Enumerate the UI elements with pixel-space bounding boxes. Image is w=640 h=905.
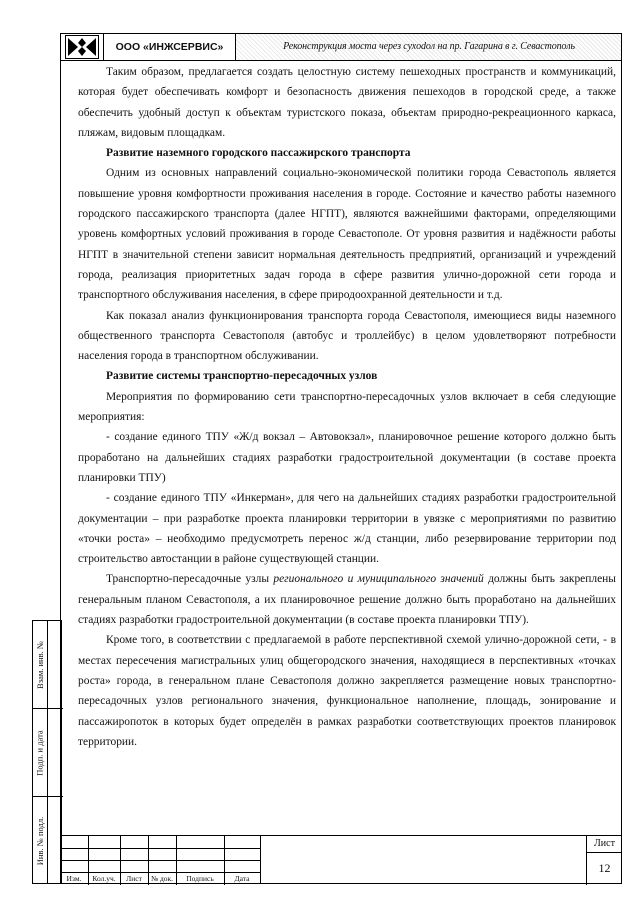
company-name: ООО «ИНЖСЕРВИС»: [104, 33, 236, 60]
sheet-number: 12: [598, 861, 611, 875]
side-cell-podp: [33, 709, 63, 797]
side-cell-vzam: [33, 621, 63, 709]
text-run: Транспортно-пересадочные узлы: [106, 573, 274, 586]
project-title: Реконструкция моста через сухodoл на пр. Гагарина в г. Севастополь: [236, 33, 622, 60]
col-ndok: № док.: [150, 874, 174, 883]
text-run: должны быть закреплены генеральным планом Севастополя, а их планировочное решение должно быть проработано на дальнейших стадиях разработки градостроительной документации (в составе проекта планировки ТПУ).: [78, 573, 616, 627]
list-item: - создание единого ТПУ «Ж/д вокзал – Автовокзал», планировочное решение которого должно быть проработано на дальнейших стадиях разработки градостроительной документации (в составе проекта планировки ТПУ): [78, 431, 616, 484]
col-izm: Изм.: [66, 874, 82, 883]
document-body: [78, 62, 616, 832]
side-stamp: [32, 620, 62, 884]
section-heading: Развитие наземного городского пассажирского транспорта: [106, 147, 411, 160]
side-cell-inv: [33, 797, 63, 885]
title-block: [60, 835, 622, 884]
revision-grid: [60, 836, 260, 885]
paragraph: Кроме того, в соответствии с предлагаемой в работе перспективной схемой улично-дорожной сети, - в местах пересечения магистральных улиц общегородского значения, находящиеся в перспективных «точках роста» города, в генеральном плане Севастополя должно закрепляется размещение новых транспортно-пересадочных узлов регионального значения, функциональное наполнение, площадь, зонирование и пассажиропоток в которых будет определён в рамках разработки соответствующих проектов планировок территории.: [78, 634, 616, 748]
italic-text-run: регионального и муниципального значений: [273, 573, 484, 586]
paragraph: [78, 569, 616, 630]
paragraph: Как показал анализ функционирования транспорта города Севастополя, имеющиеся виды наземного общественного транспорта Севастополя (автобус и троллейбус) в целом удовлетворяют потребности населения города в транспортном обслуживании.: [78, 309, 616, 363]
paragraph: Мероприятия по формированию сети транспортно-пересадочных узлов включает в себя следующие мероприятия:: [78, 390, 616, 424]
sheet-label: Лист: [587, 836, 622, 853]
col-list: Лист: [126, 874, 142, 883]
section-heading: Развитие системы транспортно-пересадочных узлов: [106, 370, 378, 383]
paragraph: Таким образом, предлагается создать целостную систему пешеходных пространств и коммуникаций, которая будет обеспечивать комфорт и безопасность движения пешеходов в городской среде, а также обеспечить удобный доступ к объектам туристского показа, объектам природно-рекреационного каркаса, пляжам, видовым площадкам.: [78, 66, 616, 139]
side-label-vzam: Взам. инв. №: [35, 641, 45, 689]
list-item: - создание единого ТПУ «Инкерман», для чего на дальнейших стадиях разработки градостроительной документации – при разработке проекта планировки территории в увязке с мероприятиями по развитию «точки роста» – необходимо предусмотреть перенос ж/д станции, либо резервирование территории под строительство автостанции в районе существующей станции.: [78, 492, 616, 566]
side-label-podp: Подп. и дата: [35, 730, 46, 776]
paragraph: Одним из основных направлений социально-экономической политики города Севастополь является повышение уровня комфортности проживания населения в городе. Состояние и качество работы наземного городского пассажирского транспорта (далее НГПТ), являются важнейшими факторами, определяющими уровень комфортных условий проживания в городе Севастополе. От уровня развития и надёжности работы НГПТ в значительной степени зависит нормальная деятельность предприятий, организаций и учреждений города, реализация приоритетных задач города в сфере развития улично-дорожной сети города и транспортного обслуживания населения, в сфере природоохранной деятельности и т.д.: [78, 167, 616, 302]
col-data: Дата: [234, 874, 250, 883]
col-kol: Кол.уч.: [92, 874, 116, 883]
sheet-box: [586, 836, 622, 885]
col-podpis: Подпись: [186, 874, 214, 883]
side-label-inv: Инв. № подл.: [35, 816, 45, 866]
